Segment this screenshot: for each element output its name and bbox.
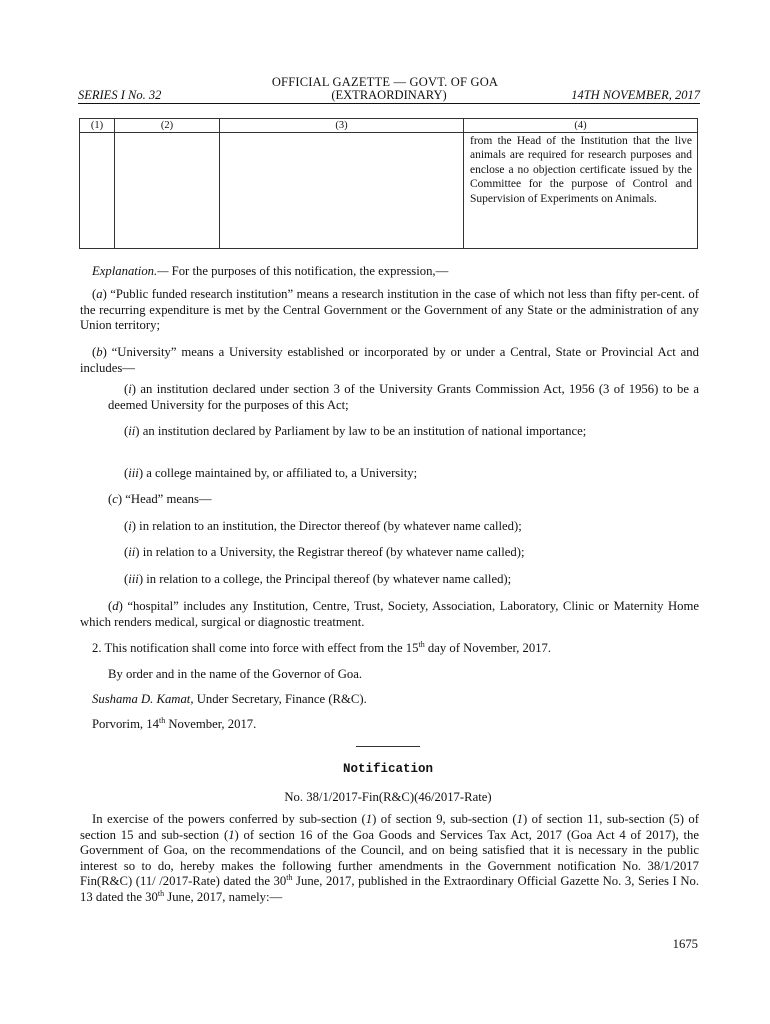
header-rule: [78, 103, 700, 104]
subclause-text: in relation to a college, the Principal thereof (by whatever name called);: [143, 572, 512, 586]
clause-c-i: (i) in relation to an institution, the Director thereof (by whatever name called);: [124, 519, 522, 533]
section-divider: [356, 746, 420, 747]
clause-mark: d: [112, 599, 119, 613]
running-header: [78, 88, 700, 102]
gazette-title: OFFICIAL GAZETTE — GOVT. OF GOA: [271, 75, 499, 89]
superscript: th: [418, 639, 425, 649]
subclause-mark: i: [128, 382, 132, 396]
table-cell: [220, 133, 464, 249]
subclause-mark: iii: [128, 572, 139, 586]
clause-mark: a: [96, 287, 103, 301]
signatory-name: Sushama D. Kamat,: [92, 692, 194, 706]
place-text: Porvorim, 14: [92, 717, 159, 731]
clause-c-ii: (ii) in relation to a University, the Registrar thereof (by whatever name called);: [124, 545, 525, 559]
place-date-line: [92, 717, 699, 733]
issue-date: 14TH NOVEMBER, 2017: [571, 88, 700, 102]
explanation-intro: [92, 264, 699, 280]
order-line: By order and in the name of the Governor of Goa.: [108, 667, 363, 681]
subclause-text: in relation to an institution, the Director thereof (by whatever name called);: [136, 519, 522, 533]
date-text: November, 2017.: [165, 717, 257, 731]
clause-text: “Public funded research institution” means a research institution in the case of which not less than fifty per-cent. of the recurring expenditure is met by the Central Government or the Government of any State or the administration of any Union territory;: [80, 287, 699, 332]
body-text: In exercise of the powers conferred by sub-section (: [92, 812, 366, 826]
clause-b-iii: (iii) a college maintained by, or affiliated to, a University;: [124, 466, 418, 480]
table-cell: [80, 133, 115, 249]
subclause-mark: i: [128, 519, 132, 533]
clause-text: “Head” means—: [125, 492, 212, 506]
notification-number: No. 38/1/2017-Fin(R&C)(46/2017-Rate): [284, 790, 492, 804]
commencement-paragraph: [92, 641, 699, 657]
clause-mark: b: [96, 345, 103, 359]
column-header: (4): [464, 119, 698, 133]
notification-body: [80, 812, 699, 905]
edition-label: (EXTRAORDINARY): [331, 88, 447, 102]
body-text: June, 2017, published in the Extraordinary Official Gazette No. 3, Series I No. 13 dated the 30: [80, 874, 700, 904]
column-header: (1): [80, 119, 115, 133]
table-cell: [115, 133, 220, 249]
table-cell: from the Head of the Institution that the live animals are required for research purposes and enclose a no objection certificate issued by the Committee for the purpose of Control and Supervision of Experiments on Animals.: [464, 133, 698, 249]
explanation-label: Explanation.—: [92, 264, 169, 278]
clause-b-ii: (ii) an institution declared by Parliament by law to be an institution of national importance;: [124, 424, 587, 438]
subsection-number: 1: [365, 812, 373, 826]
table-row: [80, 133, 698, 249]
body-text: ) of section 9, sub-section (: [372, 812, 517, 826]
subsection-number: 1: [228, 827, 235, 842]
page-number: 1675: [672, 937, 698, 951]
column-header: (3): [220, 119, 464, 133]
subsection-number: 1: [516, 812, 523, 826]
clause-c: (c) “Head” means—: [108, 492, 212, 506]
superscript: th: [157, 888, 165, 898]
body-text: June, 2017, namely:—: [164, 889, 283, 904]
superscript: th: [158, 715, 166, 725]
clause-mark: c: [112, 492, 118, 506]
schedule-table: [79, 118, 698, 249]
body-text: ) of section 16 of the Goa Goods and Services Tax Act, 2017 (Goa Act 4 of 2017), the Government of Goa, on the recommendations of the Council, and on being satisfied that it is necessary in the public interest so to do, hereby makes the following further amendments in the Government notification No. 38/1/2017 Fin(R&C) (11/ /2017-Rate) dated the 30: [80, 827, 699, 888]
clause-b-i: (i) an institution declared under section 3 of the University Grants Commission Act, 1956 (3 of 1956) to be a deemed University for the purposes of this Act;: [108, 382, 699, 412]
subclause-text: an institution declared by Parliament by law to be an institution of national importance;: [139, 424, 587, 438]
subclause-mark: iii: [128, 466, 139, 480]
clause-a: (a) “Public funded research institution” means a research institution in the case of which not less than fifty per-cent. of the recurring expenditure is met by the Central Government or the Government of any State or the administration of any Union territory;: [80, 287, 699, 332]
subclause-mark: ii: [128, 545, 136, 559]
clause-text: “University” means a University established or incorporated by or under a Central, State or Provincial Act and includes—: [80, 345, 699, 375]
series-number: SERIES I No. 32: [78, 88, 162, 102]
clause-text: “hospital” includes any Institution, Centre, Trust, Society, Association, Laboratory, Clinic or Maternity Home which renders medical, surgical or diagnostic treatment.: [80, 599, 700, 629]
signatory-line: [92, 692, 699, 708]
superscript: th: [286, 872, 293, 882]
body-text: ) of section 11, sub-section (5) of section 15 and sub-section (: [80, 812, 699, 842]
notification-title: Notification: [342, 762, 433, 776]
clause-b: (b) “University” means a University established or incorporated by or under a Central, State or Provincial Act and includes—: [80, 345, 699, 375]
para-text: 2. This notification shall come into force with effect from the 15: [92, 641, 419, 655]
subclause-mark: ii: [128, 424, 136, 438]
table-header-row: [80, 119, 698, 133]
subclause-text: in relation to a University, the Registrar thereof (by whatever name called);: [139, 545, 525, 559]
column-header: (2): [115, 119, 220, 133]
subclause-text: a college maintained by, or affiliated to, a University;: [143, 466, 418, 480]
signatory-designation: Under Secretary, Finance (R&C).: [193, 692, 367, 706]
subclause-text: an institution declared under section 3 of the University Grants Commission Act, 1956 (3 of 1956) to be a deemed University for the purposes of this Act;: [108, 382, 699, 412]
para-text: day of November, 2017.: [424, 641, 552, 655]
explanation-intro-text: For the purposes of this notification, the expression,—: [168, 264, 449, 278]
clause-d: (d) “hospital” includes any Institution, Centre, Trust, Society, Association, Laboratory, Clinic or Maternity Home which renders medical, surgical or diagnostic treatment.: [80, 599, 700, 629]
clause-c-iii: (iii) in relation to a college, the Principal thereof (by whatever name called);: [124, 572, 512, 586]
